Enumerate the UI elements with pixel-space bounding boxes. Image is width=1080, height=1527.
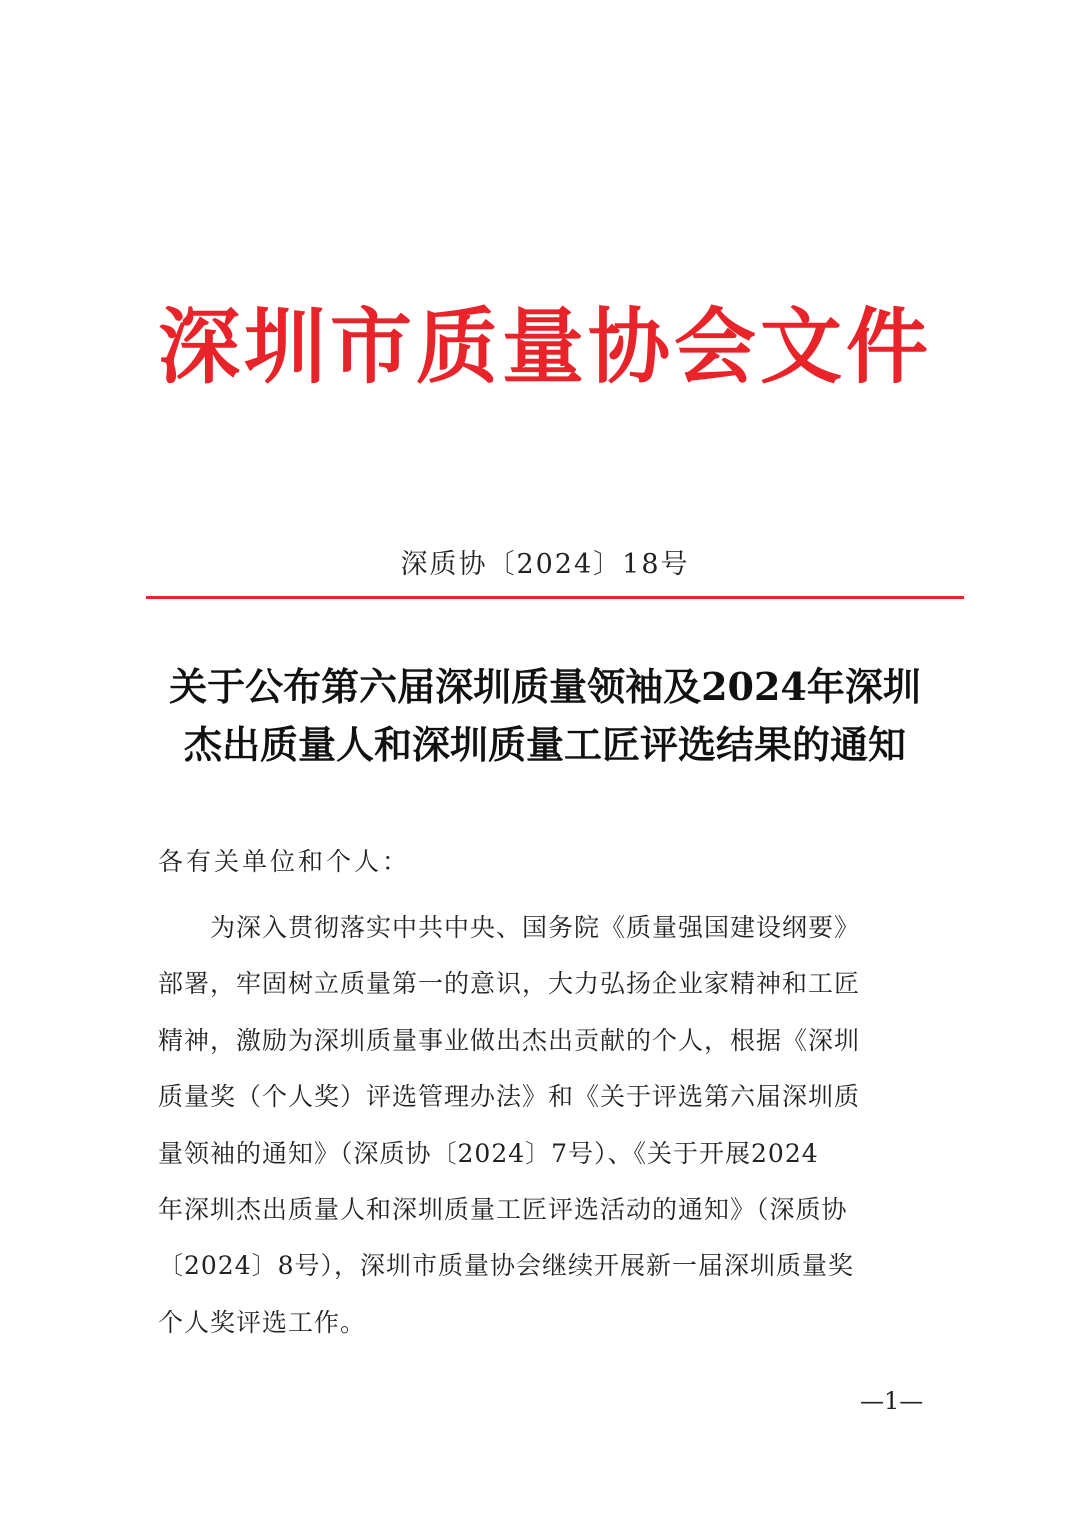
red-divider-line bbox=[146, 596, 964, 599]
salutation: 各有关单位和个人： bbox=[158, 847, 411, 876]
body-line: 精神，激励为深圳质量事业做出杰出贡献的个人，根据《深圳 bbox=[158, 1025, 861, 1055]
page-number: —1— bbox=[860, 1387, 924, 1415]
issuer-title: 深圳市质量协会文件 bbox=[157, 299, 932, 395]
body-line: 质量奖（个人奖）评选管理办法》和《关于评选第六届深圳质 bbox=[158, 1082, 861, 1112]
body-line: 年深圳杰出质量人和深圳质量工匠评选活动的通知》（深质协 bbox=[158, 1195, 848, 1225]
notice-title bbox=[150, 658, 940, 774]
body-line: 为深入贯彻落实中共中央、国务院《质量强国建设纲要》 bbox=[158, 913, 861, 942]
body-paragraph bbox=[158, 900, 928, 1351]
body-line: 个人奖评选工作。 bbox=[158, 1307, 367, 1337]
body-line: 〔2024〕8号），深圳市质量协会继续开展新一届深圳质量奖 bbox=[158, 1251, 855, 1281]
notice-title-line: 杰出质量人和深圳质量工匠评选结果的通知 bbox=[183, 722, 906, 767]
body-line: 量领袖的通知》（深质协〔2024〕7号）、《关于开展2024 bbox=[158, 1138, 819, 1168]
document-number: 深质协〔2024〕18号 bbox=[400, 549, 690, 580]
notice-title-line: 关于公布第六届深圳质量领袖及2024年深圳 bbox=[169, 664, 921, 709]
body-line: 部署，牢固树立质量第一的意识，大力弘扬企业家精神和工匠 bbox=[158, 969, 861, 999]
